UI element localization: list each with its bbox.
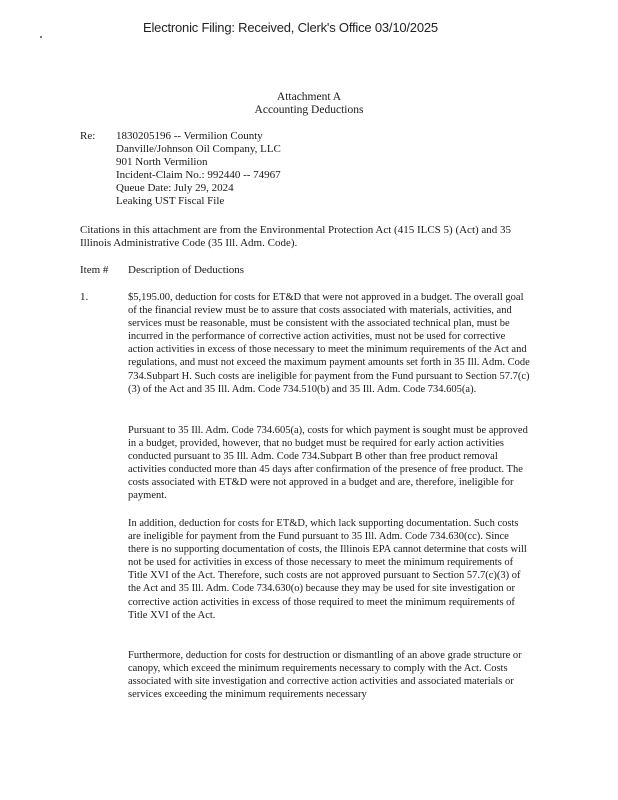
re-line-site: 1830205196 -- Vermilion County	[116, 130, 263, 142]
description-header: Description of Deductions	[128, 264, 245, 276]
attachment-subtitle: Accounting Deductions	[254, 104, 364, 116]
item-number: 1.	[80, 291, 89, 303]
re-line-queue-date: Queue Date: July 29, 2024	[116, 182, 234, 194]
item-number-header: Item #	[80, 264, 109, 276]
filing-stamp: Electronic Filing: Received, Clerk's Office 03/10/2025	[143, 20, 438, 35]
re-block	[116, 130, 281, 208]
re-line-address: 901 North Vermilion	[116, 156, 208, 168]
deduction-paragraph-2: Pursuant to 35 Ill. Adm. Code 734.605(a), costs for which payment is sought must be approved in a budget, provided, however, that no budget must be required for early action activities conducted pursuant to 35 Ill. Adm. Code 734.Subpart B other than free product removal activities conducted more than 45 days after confirmation of the presence of free product. The costs associated with ET&D were not approved in a budget and are, therefore, ineligible for payment.	[128, 425, 528, 502]
deduction-paragraph-4: Furthermore, deduction for costs for destruction or dismantling of an above grade structure or canopy, which exceed the minimum requirements necessary to comply with the Act. Costs associated with site investigation and corrective action activities and associated materials or services exceeding the minimum requirements necessary	[128, 650, 522, 701]
citation-paragraph: Citations in this attachment are from the Environmental Protection Act (415 ILCS 5) (Act) and 35 Illinois Administrative Code (35 Ill. Adm. Code).	[80, 224, 512, 249]
deduction-paragraph-3: In addition, deduction for costs for ET&D, which lack supporting documentation. Such costs are ineligible for payment from the Fund pursuant to 35 Ill. Adm. Code 734.630(cc). Since there is no supporting documentation of costs, the Illinois EPA cannot determine that costs will not be used for activities in excess of those necessary to meet the minimum requirements of Title XVI of the Act. Therefore, such costs are not approved pursuant to Section 57.7(c)(3) of the Act and 35 Ill. Adm. Code 734.630(o) because they may be used for site investigation or corrective action activities in excess of those required to meet the minimum requirements of Title XVI of the Act.	[128, 518, 527, 621]
re-line-file: Leaking UST Fiscal File	[116, 195, 225, 207]
re-line-incident-claim: Incident-Claim No.: 992440 -- 74967	[116, 169, 281, 181]
scan-speck	[40, 36, 42, 38]
re-line-company: Danville/Johnson Oil Company, LLC	[116, 143, 281, 155]
deduction-paragraph-1: $5,195.00, deduction for costs for ET&D that were not approved in a budget. The overall goal of the financial review must be to assure that costs associated with materials, activities, and services must be reasonable, must be consistent with the associated technical plan, must be incurred in the performance of corrective action activities, must not be used for corrective action activities in excess of those necessary to meet the minimum requirements of the Act and regulations, and must not exceed the maximum payment amounts set forth in 35 Ill. Adm. Code 734.Subpart H. Such costs are ineligible for payment from the Fund pursuant to Section 57.7(c)(3) of the Act and 35 Ill. Adm. Code 734.510(b) and 35 Ill. Adm. Code 734.605(a).	[128, 292, 530, 395]
re-label: Re:	[80, 130, 96, 142]
attachment-title: Attachment A	[276, 91, 342, 103]
